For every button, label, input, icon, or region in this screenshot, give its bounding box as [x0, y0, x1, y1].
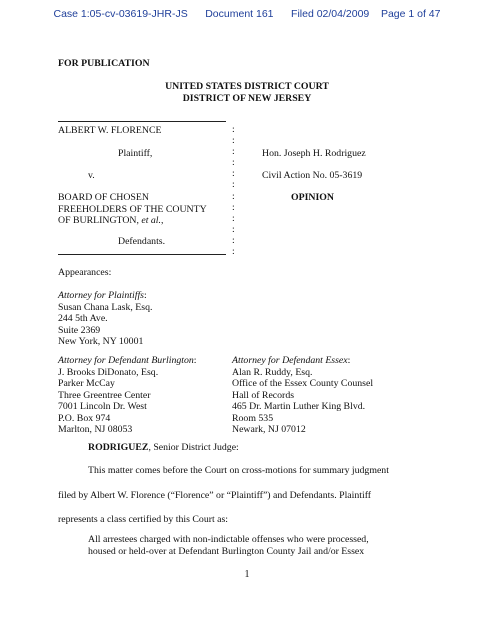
- body-line-1: This matter comes before the Court on cross-motions for summary judgment: [88, 465, 389, 476]
- judge-intro: RODRIGUEZ, Senior District Judge:: [88, 442, 239, 453]
- court-line-2: DISTRICT OF NEW JERSEY: [182, 92, 312, 104]
- ecf-case-number: Case 1:05-cv-03619-JHR-JS: [53, 8, 188, 20]
- court-name: [58, 81, 436, 104]
- essex-attorney-title: Attorney for Defendant Essex:: [232, 355, 351, 366]
- plaintiff-name: ALBERT W. FLORENCE: [58, 125, 162, 136]
- caption-rule-bottom: [58, 254, 226, 255]
- defendant-role: Defendants.: [118, 236, 166, 247]
- class-definition-quote: All arrestees charged with non-indictable offenses who were processed, housed or held-over at Defendant Burlington County Jail and/or Essex: [88, 534, 369, 557]
- judge-name: Hon. Joseph H. Rodriguez: [262, 148, 366, 159]
- burlington-attorney-title: Attorney for Defendant Burlington:: [58, 355, 197, 366]
- essex-attorney-block: Attorney for Defendant Essex: Alan R. Ruddy, Esq. Office of the Essex County Counsel Hall of Records 465 Dr. Martin Luther King Blvd. Room 535 Newark, NJ 07012: [232, 355, 374, 435]
- court-line-1: UNITED STATES DISTRICT COURT: [165, 81, 329, 92]
- plaintiffs-attorney-block: Attorney for Plaintiffs: Susan Chana Lask, Esq. 244 5th Ave. Suite 2369 New York, NY 10001: [58, 290, 153, 347]
- plaintiffs-attorney-title: Attorney for Plaintiffs:: [58, 290, 147, 301]
- ecf-header: [0, 8, 494, 20]
- ecf-document-number: Document 161: [205, 8, 274, 20]
- caption-rule-top: [58, 121, 226, 122]
- plaintiff-role: Plaintiff,: [118, 148, 153, 159]
- appearances-heading: Appearances:: [58, 267, 112, 278]
- defendant-line-1: BOARD OF CHOSEN: [58, 192, 149, 203]
- publication-label: FOR PUBLICATION: [58, 58, 150, 69]
- defendant-line-2: FREEHOLDERS OF THE COUNTY: [58, 203, 207, 215]
- body-line-2: filed by Albert W. Florence (“Florence” or “Plaintiff”) and Defendants. Plaintiff: [58, 490, 372, 501]
- civil-action-number: Civil Action No. 05-3619: [262, 170, 363, 181]
- opinion-heading: OPINION: [291, 192, 335, 203]
- caption-colon-column: : : : : : : : : : : : :: [232, 124, 235, 258]
- body-line-3: represents a class certified by this Court as:: [58, 514, 229, 525]
- burlington-attorney-block: Attorney for Defendant Burlington: J. Brooks DiDonato, Esq. Parker McCay Three Greentree Center 7001 Lincoln Dr. West P.O. Box 974 Marlton, NJ 08053: [58, 355, 197, 435]
- defendant-name: [58, 192, 207, 227]
- et-al: et al.: [141, 215, 161, 226]
- versus: v.: [88, 170, 95, 181]
- ecf-page-count: Page 1 of 47: [380, 8, 441, 20]
- page-number: 1: [244, 569, 250, 580]
- defendant-line-3: OF BURLINGTON, et al.,: [58, 215, 164, 226]
- ecf-filed-date: Filed 02/04/2009: [291, 8, 370, 20]
